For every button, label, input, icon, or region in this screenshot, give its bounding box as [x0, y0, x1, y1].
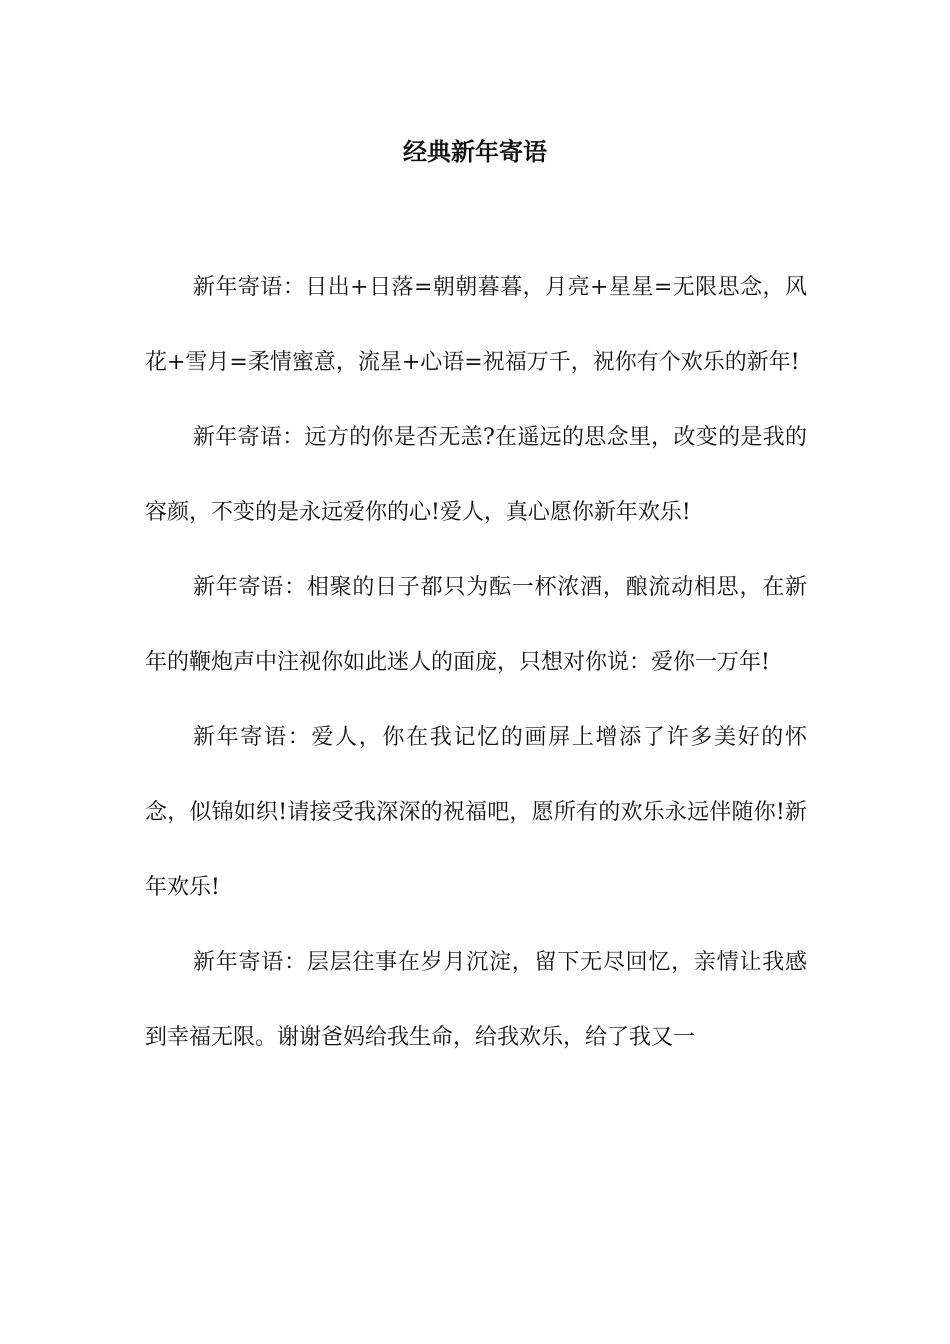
- document-title: 经典新年寄语: [403, 137, 547, 166]
- paragraph-2: 新年寄语：远方的你是否无恙?在遥远的思念里，改变的是我的容颜，不变的是永远爱你的心!爱人，真心愿你新年欢乐!: [145, 425, 807, 525]
- document-body: [145, 250, 807, 1075]
- paragraph-1: 新年寄语：日出+日落=朝朝暮暮，月亮+星星=无限思念，风花+雪月=柔情蜜意，流星+心语=祝福万千，祝你有个欢乐的新年!: [145, 275, 807, 375]
- paragraph-3: 新年寄语：相聚的日子都只为酝一杯浓酒，酿流动相思，在新年的鞭炮声中注视你如此迷人的面庞，只想对你说：爱你一万年!: [145, 575, 807, 675]
- paragraph-5: 新年寄语：层层往事在岁月沉淀，留下无尽回忆，亲情让我感到幸福无限。谢谢爸妈给我生命，给我欢乐，给了我又一: [145, 950, 807, 1050]
- paragraph-4: 新年寄语：爱人，你在我记忆的画屏上增添了许多美好的怀念，似锦如织!请接受我深深的祝福吧，愿所有的欢乐永远伴随你!新年欢乐!: [145, 725, 807, 900]
